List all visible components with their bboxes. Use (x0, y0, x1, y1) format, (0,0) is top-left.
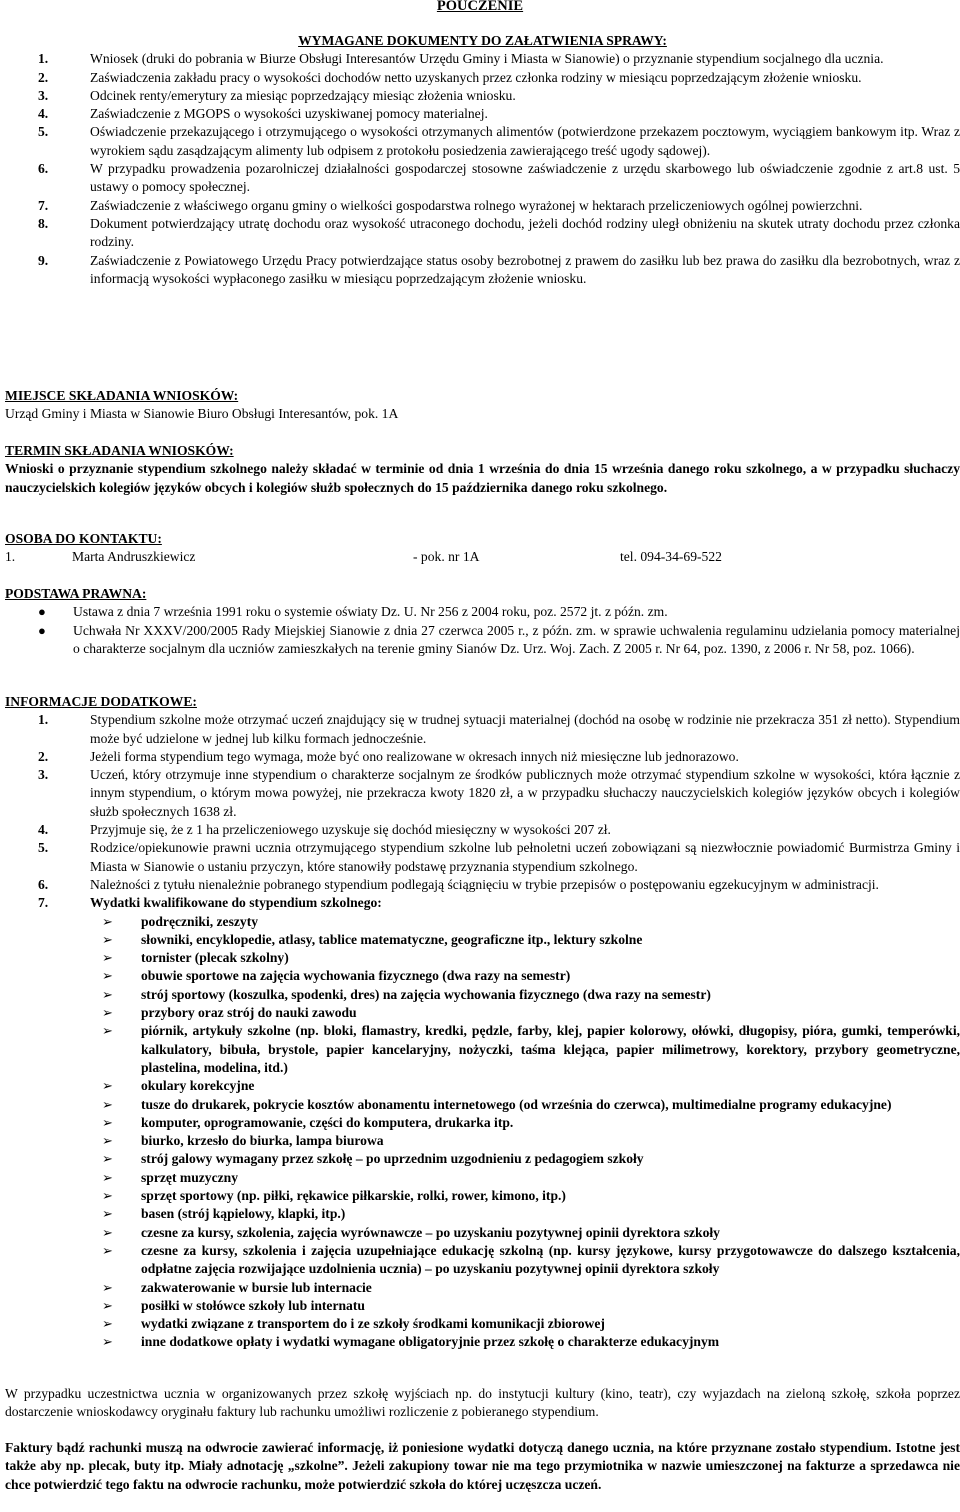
contact-section (5, 530, 960, 566)
note-invoices: Faktury bądź rachunki muszą na odwrocie zawierać informację, iż poniesione wydatki dotyczą danego ucznia, na które przyznane zostało stypendium. Istotne jest także aby np. plecak, buty itp. Miały adnotację „szkolne”. Jeżeli zakupiony towar nie ma tego przymiotnika w nazwie umieszczonej na fakturze a sprzedawca nie chce potwierdzić tego faktu na odwrocie rachunku, może potwierdzić szkoła do której uczęszcza uczeń. (5, 1440, 960, 1492)
legal-item-text: Ustawa z dnia 7 września 1991 roku o systemie oświaty Dz. U. Nr 256 z 2004 roku, poz. 2572 jt. z późn. zm. (73, 604, 668, 620)
arrow-bullet-icon: ➢ (102, 1242, 113, 1258)
list-item (5, 123, 960, 160)
list-item (5, 1242, 960, 1279)
list-item (5, 967, 960, 985)
place-heading: MIEJSCE SKŁADANIA WNIOSKÓW: (5, 388, 239, 403)
list-item (5, 748, 960, 766)
document-title: POUCZENIE (436, 0, 524, 14)
contact-heading: OSOBA DO KONTAKTU: (5, 531, 162, 546)
legal-list (5, 603, 960, 658)
item-number: 6. (38, 876, 49, 892)
legal-heading: PODSTAWA PRAWNA: (5, 586, 147, 601)
arrow-bullet-icon: ➢ (102, 1316, 113, 1332)
list-item (5, 913, 960, 931)
item-text: Zaświadczenia zakładu pracy o wysokości dochodów netto uzyskanych przez członka rodziny w miesiącu poprzedzającym złożenie wniosku. (90, 69, 862, 85)
list-item (5, 821, 960, 839)
expense-text: piórnik, artykuły szkolne (np. bloki, flamastry, kredki, pędzle, farby, klej, papier kolorowy, ołówki, długopisy, pióra, gumki, temperówki, kalkulatory, bibuła, brystole, papier kancelaryjny, nożyczki, taśma klejąca, papier milimetrowy, korektory, przybory geometryczne, plastelina, modelina, itd.) (141, 1023, 960, 1075)
item-text: Oświadczenie przekazującego i otrzymującego o wysokości otrzymanych alimentów (potwierdzone przekazem pocztowym, wyciągiem bankowym itp. Wraz z wyrokiem sądu zasądzającym alimenty lub odpisem z protokołu posiedzenia zawierającego treść ugody sądowej). (90, 124, 960, 158)
list-item (5, 986, 960, 1004)
list-item (5, 160, 960, 197)
list-item (5, 1187, 960, 1205)
list-item (5, 931, 960, 949)
arrow-bullet-icon: ➢ (102, 1279, 113, 1295)
arrow-bullet-icon: ➢ (102, 1188, 113, 1204)
expenses-list (5, 913, 960, 1352)
deadline-heading: TERMIN SKŁADANIA WNIOSKÓW: (5, 443, 234, 458)
arrow-bullet-icon: ➢ (102, 913, 113, 929)
item-text: Przyjmuje się, że z 1 ha przeliczeniowego uzyskuje się dochód miesięczny w wysokości 207 zł. (90, 822, 611, 838)
list-item (5, 766, 960, 821)
contact-room: - pok. nr 1A (413, 549, 480, 565)
required-docs-list (5, 50, 960, 288)
list-item (5, 876, 960, 894)
expense-text: czesne za kursy, szkolenia, zajęcia wyrównawcze – po uzyskaniu pozytywnej opinii dyrektora szkoły (141, 1224, 720, 1240)
arrow-bullet-icon: ➢ (102, 1133, 113, 1149)
list-item (5, 1077, 960, 1095)
list-item (5, 1169, 960, 1187)
list-item (5, 711, 960, 748)
deadline-text: Wnioski o przyznanie stypendium szkolnego należy składać w terminie od dnia 1 września do dnia 15 września danego roku szkolnego, a w przypadku słuchaczy nauczycielskich kolegiów języków obcych i kolegiów służb społecznych do 15 października danego roku szkolnego. (5, 461, 960, 495)
arrow-bullet-icon: ➢ (102, 1334, 113, 1350)
place-section (5, 387, 960, 424)
list-item (5, 69, 960, 87)
item-number: 9. (38, 252, 49, 268)
item-number: 7. (38, 197, 49, 213)
item-number: 1. (38, 712, 49, 728)
list-item (5, 252, 960, 289)
expense-text: strój sportowy (koszulka, spodenki, dres) na zajęcia wychowania fizycznego (dwa razy na semestr) (141, 986, 711, 1002)
list-item (5, 1022, 960, 1077)
list-item (5, 603, 960, 621)
list-item (5, 1205, 960, 1223)
expense-text: biurko, krzesło do biurka, lampa biurowa (141, 1133, 384, 1149)
item-number: 2. (38, 748, 49, 764)
arrow-bullet-icon: ➢ (102, 950, 113, 966)
item-text: Uczeń, który otrzymuje inne stypendium o charakterze socjalnym ze środków publicznych może otrzymać stypendium szkolne w wysokości, która łącznie z innym stypendium, o którym mowa powyżej, nie przekracza kwoty 1820 zł, a w przypadku słuchaczy nauczycielskich kolegiów języków obcych i kolegiów służb społecznych 1638 zł. (90, 767, 960, 819)
expense-text: sprzęt muzyczny (141, 1169, 239, 1185)
item-text: Zaświadczenie z MGOPS o wysokości uzyskiwanej pomocy materialnej. (90, 106, 488, 122)
item-number: 1. (38, 51, 49, 67)
list-item (5, 1150, 960, 1168)
arrow-bullet-icon: ➢ (102, 1005, 113, 1021)
arrow-bullet-icon: ➢ (102, 968, 113, 984)
list-item (5, 197, 960, 215)
additional-item-7 (5, 894, 960, 912)
item-number: 8. (38, 215, 49, 231)
expense-text: tornister (plecak szkolny) (141, 950, 289, 966)
list-item (5, 50, 960, 68)
arrow-bullet-icon: ➢ (102, 1023, 113, 1039)
item-text: Wniosek (druki do pobrania w Biurze Obsługi Interesantów Urzędu Gminy i Miasta w Sianowie) o przyznanie stypendium socjalnego dla ucznia. (90, 51, 884, 67)
arrow-bullet-icon: ➢ (102, 1297, 113, 1313)
legal-item-text: Uchwała Nr XXXV/200/2005 Rady Miejskiej Sianowie z dnia 27 czerwca 2005 r., z późn. zm. w sprawie uchwalenia regulaminu udzielania pomocy materialnej o charakterze socjalnym dla uczniów zamieszkałych na terenie gminy Sianów Dz. Urz. Woj. Zach. Z 2005 r. Nr 64, poz. 1390, z 2006 r. Nr 58, poz. 1066). (73, 622, 960, 656)
contact-name: Marta Andruszkiewicz (72, 549, 196, 565)
contact-row (5, 548, 960, 566)
arrow-bullet-icon: ➢ (102, 1114, 113, 1130)
arrow-bullet-icon: ➢ (102, 1206, 113, 1222)
item-text: Zaświadczenie z Powiatowego Urzędu Pracy potwierdzające status osoby bezrobotnej z prawem do zasiłku lub bez prawa do zasiłku dla bezrobotnych, wraz z informacją wysokości wypłaconego zasiłku w miesiącu poprzedzającym złożenie wniosku. (90, 252, 960, 286)
item-text: Należności z tytułu nienależnie pobranego stypendium podlegają ściągnięciu w trybie przepisów o postępowaniu egzekucyjnym w administracji. (90, 876, 879, 892)
contact-number: 1. (5, 549, 16, 565)
item-number: 5. (38, 124, 49, 140)
expense-text: basen (strój kąpielowy, klapki, itp.) (141, 1206, 346, 1222)
list-item (5, 894, 960, 912)
arrow-bullet-icon: ➢ (102, 1151, 113, 1167)
place-text: Urząd Gminy i Miasta w Sianowie Biuro Obsługi Interesantów, pok. 1A (5, 406, 399, 422)
additional-list (5, 711, 960, 894)
expense-text: czesne za kursy, szkolenia i zajęcia uzupełniające edukację szkolną (np. kursy językowe, kursy przygotowawcze do dalszego kształcenia, odpłatne zajęcia rozwijające uzdolnienia ucznia) – po uzyskaniu pozytywnej opinii dyrektora szkoły (141, 1242, 960, 1277)
list-item (5, 215, 960, 252)
list-item (5, 1333, 960, 1351)
expense-text: podręczniki, zeszyty (141, 913, 259, 929)
expense-text: słowniki, encyklopedie, atlasy, tablice matematyczne, geograficzne itp., lektury szkolne (141, 931, 643, 947)
expense-text: inne dodatkowe opłaty i wydatki wymagane obligatoryjnie przez szkołę o charakterze edukacyjnym (141, 1334, 720, 1350)
item-number: 6. (38, 161, 49, 177)
list-item (5, 1096, 960, 1114)
list-item (5, 1114, 960, 1132)
expense-text: tusze do drukarek, pokrycie kosztów abonamentu internetowego (od września do czerwca), multimedialne programy edukacyjne) (141, 1096, 892, 1112)
arrow-bullet-icon: ➢ (102, 1096, 113, 1112)
list-item (5, 1224, 960, 1242)
list-item (5, 1279, 960, 1297)
expense-text: wydatki związane z transportem do i ze szkoły środkami komunikacji zbiorowej (141, 1316, 605, 1332)
list-item (5, 622, 960, 659)
list-item (5, 839, 960, 876)
arrow-bullet-icon: ➢ (102, 986, 113, 1002)
expense-text: komputer, oprogramowanie, części do komputera, drukarka itp. (141, 1114, 514, 1130)
arrow-bullet-icon: ➢ (102, 1078, 113, 1094)
list-item (5, 1132, 960, 1150)
legal-section (5, 585, 960, 658)
item-text: Jeżeli forma stypendium tego wymaga, może być ono realizowane w okresach innych niż miesięczne lub jednorazowo. (90, 748, 739, 764)
bullet-icon: ● (38, 622, 46, 638)
item-text: Zaświadczenie z właściwego organu gminy o wielkości gospodarstwa rolnego wyrażonej w hektarach przeliczeniowych ogólnej powierzchni. (90, 197, 863, 213)
arrow-bullet-icon: ➢ (102, 931, 113, 947)
item-text: Odcinek renty/emerytury za miesiąc poprzedzający miesiąc złożenia wniosku. (90, 87, 516, 103)
deadline-section (5, 442, 960, 497)
list-item (5, 1297, 960, 1315)
list-item (5, 87, 960, 105)
expense-text: posiłki w stołówce szkoły lub internatu (141, 1297, 365, 1313)
expense-text: strój galowy wymagany przez szkołę – po uprzednim uzgodnieniu z pedagogiem szkoły (141, 1151, 644, 1167)
expense-text: obuwie sportowe na zajęcia wychowania fizycznego (dwa razy na semestr) (141, 968, 571, 984)
required-docs-section (5, 32, 960, 288)
item-number: 7. (38, 895, 49, 911)
note-school-trips: W przypadku uczestnictwa ucznia w organizowanych przez szkołę wyjściach np. do instytucji kultury (kino, teatr), czy wyjazdach na zieloną szkołę, szkoła poprzez dostarczenie wnioskodawcy oryginału faktury lub rachunku umożliwi rozliczenie z pobieranego stypendium. (5, 1386, 960, 1420)
item-number: 2. (38, 69, 49, 85)
bullet-icon: ● (38, 604, 46, 620)
item-number: 4. (38, 822, 49, 838)
expense-text: okulary korekcyjne (141, 1078, 255, 1094)
list-item (5, 1315, 960, 1333)
item-number: 5. (38, 840, 49, 856)
contact-phone: tel. 094-34-69-522 (620, 549, 722, 565)
list-item (5, 105, 960, 123)
list-item (5, 949, 960, 967)
additional-section (5, 693, 960, 1352)
expense-text: zakwaterowanie w bursie lub internacie (141, 1279, 372, 1295)
list-item (5, 1004, 960, 1022)
item-text: Rodzice/opiekunowie prawni ucznia otrzymującego stypendium szkolne lub pełnoletni uczeń zobowiązani są niezwłocznie powiadomić Burmistrza Gminy i Miasta w Sianowie o ustaniu przyczyn, które stanowiły podstawę przyznania stypendium szkolnego. (90, 840, 960, 874)
additional-heading: INFORMACJE DODATKOWE: (5, 694, 197, 709)
item-number: 3. (38, 767, 49, 783)
item-number: 4. (38, 106, 49, 122)
item-text: W przypadku prowadzenia pozarolniczej działalności gospodarczej stosowne zaświadczenie z urzędu skarbowego lub oświadczenie zgodnie z art.8 ust. 5 ustawy o pomocy społecznej. (90, 161, 960, 195)
required-docs-heading: WYMAGANE DOKUMENTY DO ZAŁATWIENIA SPRAWY: (298, 33, 667, 48)
arrow-bullet-icon: ➢ (102, 1169, 113, 1185)
item-text: Stypendium szkolne może otrzymać uczeń znajdujący się w trudnej sytuacji materialnej (dochód na osobę w rodzinie nie przekracza 351 zł netto). Stypendium może być udzielone w jednej lub kilku formach jednocześnie. (90, 712, 960, 746)
item-number: 3. (38, 87, 49, 103)
expense-text: sprzęt sportowy (np. piłki, rękawice piłkarskie, rolki, rower, kimono, itp.) (141, 1188, 566, 1204)
arrow-bullet-icon: ➢ (102, 1224, 113, 1240)
item-text: Dokument potwierdzający utratę dochodu oraz wysokość utraconego dochodu, jeżeli dochód rodziny uległ obniżeniu na skutek utraty dochodu przez członka rodziny. (90, 215, 960, 250)
expenses-title: Wydatki kwalifikowane do stypendium szkolnego: (90, 895, 382, 911)
expense-text: przybory oraz strój do nauki zawodu (141, 1005, 357, 1021)
